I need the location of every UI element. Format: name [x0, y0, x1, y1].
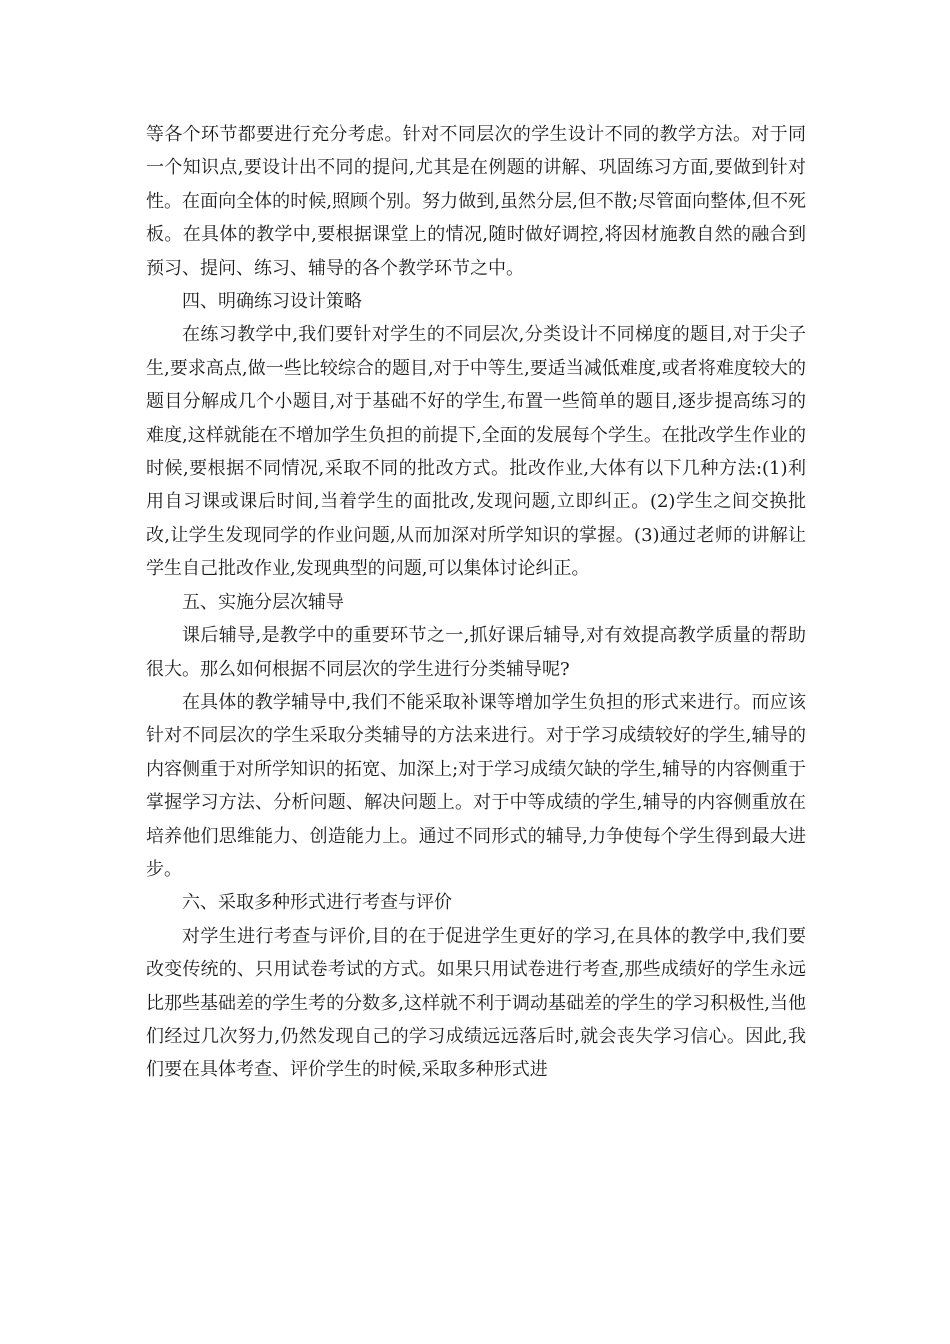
body-paragraph: 对学生进行考查与评价,目的在于促进学生更好的学习,在具体的教学中,我们要改变传统的、只用试卷考试的方式。如果只用试卷进行考查,那些成绩好的学生永远比那些基础差的学生考的分数多,这样就不利于调动基础差的学生的学习积极性,当他们经过几次努力,仍然发现自己的学习成绩远远落后时,就会丧失学习信心。因此,我们要在具体考查、评价学生的时候,采取多种形式进	[146, 925, 806, 1081]
body-paragraph: 在练习教学中,我们要针对学生的不同层次,分类设计不同梯度的题目,对于尖子生,要求高点,做一些比较综合的题目,对于中等生,要适当减低难度,或者将难度较大的题目分解成几个小题目,对于基础不好的学生,布置一些简单的题目,逐步提高练习的难度,这样就能在不增加学生负担的前提下,全面的发展每个学生。在批改学生作业的时候,要根据不同情况,采取不同的批改方式。批改作业,大体有以下几种方法:(1)利用自习课或课后时间,当着学生的面批改,发现问题,立即纠正。(2)学生之间交换批改,让学生发现同学的作业问题,从而加深对所学知识的掌握。(3)通过老师的讲解让学生自己批改作业,发现典型的问题,可以集体讨论纠正。	[146, 324, 806, 580]
section-heading-four: 四、明确练习设计策略	[182, 291, 362, 313]
body-paragraph: 课后辅导,是教学中的重要环节之一,抓好课后辅导,对有效提高教学质量的帮助很大。那么如何根据不同层次的学生进行分类辅导呢?	[146, 625, 806, 680]
section-heading-six: 六、采取多种形式进行考查与评价	[182, 892, 452, 914]
section-heading-five: 五、实施分层次辅导	[182, 591, 344, 613]
document-page	[146, 118, 806, 1087]
body-paragraph: 等各个环节都要进行充分考虑。针对不同层次的学生设计不同的教学方法。对于同一个知识点,要设计出不同的提问,尤其是在例题的讲解、巩固练习方面,要做到针对性。在面向全体的时候,照顾个别。努力做到,虽然分层,但不散;尽管面向整体,但不死板。在具体的教学中,要根据课堂上的情况,随时做好调控,将因材施教自然的融合到预习、提问、练习、辅导的各个教学环节之中。	[146, 124, 806, 279]
body-paragraph: 在具体的教学辅导中,我们不能采取补课等增加学生负担的形式来进行。而应该针对不同层次的学生采取分类辅导的方法来进行。对于学习成绩较好的学生,辅导的内容侧重于对所学知识的拓宽、加深上;对于学习成绩欠缺的学生,辅导的内容侧重于掌握学习方法、分析问题、解决问题上。对于中等成绩的学生,辅导的内容侧重放在培养他们思维能力、创造能力上。通过不同形式的辅导,力争使每个学生得到最大进步。	[146, 691, 806, 880]
